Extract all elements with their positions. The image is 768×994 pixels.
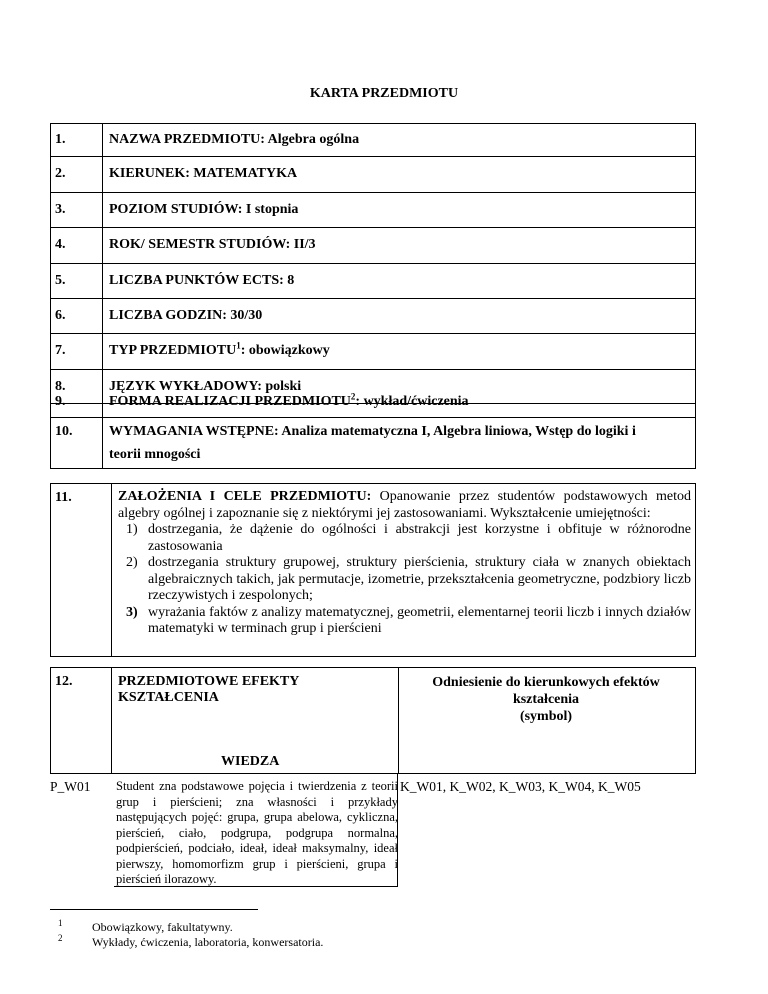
row-number: 7. <box>55 343 66 358</box>
table-row <box>51 418 695 470</box>
row-number: 9. <box>55 394 66 409</box>
page-title: KARTA PRZEDMIOTU <box>309 86 459 101</box>
prerequisites-line2: teorii mnogości <box>109 447 201 462</box>
outcome-references: K_W01, K_W02, K_W03, K_W04, K_W05 <box>400 779 641 794</box>
outcome-code: P_W01 <box>50 779 91 794</box>
goals-heading: ZAŁOŻENIA I CELE PRZEDMIOTU: <box>118 489 372 504</box>
footnote-text: Wykłady, ćwiczenia, laboratoria, konwersatoria. <box>92 935 324 949</box>
row-number: 10. <box>55 424 73 439</box>
outcome-text: Student zna podstawowe pojęcia i twierdzenia z teorii grup i pierścieni; zna własności i przykłady następujących pojęć: grupa, grupa abelowa, cykliczna, pierścień, ciało, podgrupa, podgrupa normalna, podpierścień, podciało, ideał, ideał maksymalny, ideał pierwszy, homomorfizm grup i pierścieni, grupa i pierścień ilorazowy. <box>116 779 398 886</box>
course-goals <box>118 489 691 638</box>
footnote: 2 <box>58 933 63 943</box>
table-row <box>51 193 695 228</box>
outcomes-col-header: PRZEDMIOTOWE EFEKTY KSZTAŁCENIA <box>118 674 299 705</box>
cell-border-right <box>397 774 398 886</box>
column-divider <box>111 668 112 773</box>
goals-intro: ZAŁOŻENIA I CELE PRZEDMIOTU: Opanowanie przez studentów podstawowych metod algebry ogólnej i zapoznanie się z niektórymi jej zastosowaniami. Wykształcenie umiejętności: <box>118 489 691 521</box>
row-number: 12. <box>55 674 73 689</box>
year-semester: ROK/ SEMESTR STUDIÓW: II/3 <box>109 237 316 252</box>
course-goals-table <box>50 483 696 657</box>
field-of-study: KIERUNEK: MATEMATYKA <box>109 166 298 181</box>
row-number: 11. <box>55 490 72 505</box>
course-name: NAZWA PRZEDMIOTU: Algebra ogólna <box>109 132 360 147</box>
table-row <box>51 228 695 264</box>
column-divider <box>111 484 112 656</box>
table-row <box>51 124 695 157</box>
table-row <box>50 774 696 894</box>
column-divider <box>398 668 399 773</box>
language: JĘZYK WYKŁADOWY: polski <box>109 379 302 394</box>
footnote-ref: 1 <box>236 340 241 351</box>
study-level: POZIOM STUDIÓW: I stopnia <box>109 202 299 217</box>
course-type: TYP PRZEDMIOTU$^1$: obowiązkowy <box>109 340 330 358</box>
row-number: 2. <box>55 166 66 181</box>
references-col-header: Odniesienie do kierunkowych efektów kształcenia (symbol) <box>432 675 660 724</box>
list-item: 1) dostrzegania, że dążenie do ogólności i abstrakcji jest korzystne i obfituje w różnorodne zastosowania <box>126 522 691 554</box>
row-number: 5. <box>55 273 66 288</box>
footnote-separator <box>50 909 258 910</box>
footnote-text: Obowiązkowy, fakultatywny. <box>92 920 233 934</box>
footnote-ref: 2 <box>350 391 356 402</box>
delivery-form: FORMA REALIZACJI PRZEDMIOTU$^2$: wykład/ćwiczenia <box>109 391 469 409</box>
table-row <box>51 264 695 299</box>
list-item: 3) wyrażania faktów z analizy matematycznej, geometrii, elementarnej teorii liczb i innych działów matematyki w terminach grup i pierścieni <box>126 604 691 636</box>
course-info-table <box>50 123 696 469</box>
ects-points: LICZBA PUNKTÓW ECTS: 8 <box>109 273 295 288</box>
table-row <box>51 382 695 418</box>
row-number: 8. <box>55 379 66 394</box>
table-row <box>51 157 695 193</box>
footnote: 1 <box>58 918 63 928</box>
list-item: 2) dostrzegania struktury grupowej, struktury pierścienia, struktury ciała w znanych obiektach algebraicznych takich, jak permutacje, izometrie, przekształcenia geometryczne, podzbiory liczb rzeczywistych i zespolonych; <box>126 555 691 603</box>
row-number: 3. <box>55 202 66 217</box>
row-number: 4. <box>55 237 66 252</box>
prerequisites-line1: WYMAGANIA WSTĘPNE: Analiza matematyczna I, Algebra liniowa, Wstęp do logiki i <box>109 424 636 439</box>
table-row <box>51 299 695 334</box>
wiedza-label: WIEDZA <box>221 754 280 769</box>
cell-border-bottom <box>114 886 398 887</box>
row-number: 1. <box>55 132 66 147</box>
table-row <box>51 334 695 370</box>
hours: LICZBA GODZIN: 30/30 <box>109 308 263 323</box>
learning-outcomes-header <box>50 667 696 774</box>
row-number: 6. <box>55 308 66 323</box>
